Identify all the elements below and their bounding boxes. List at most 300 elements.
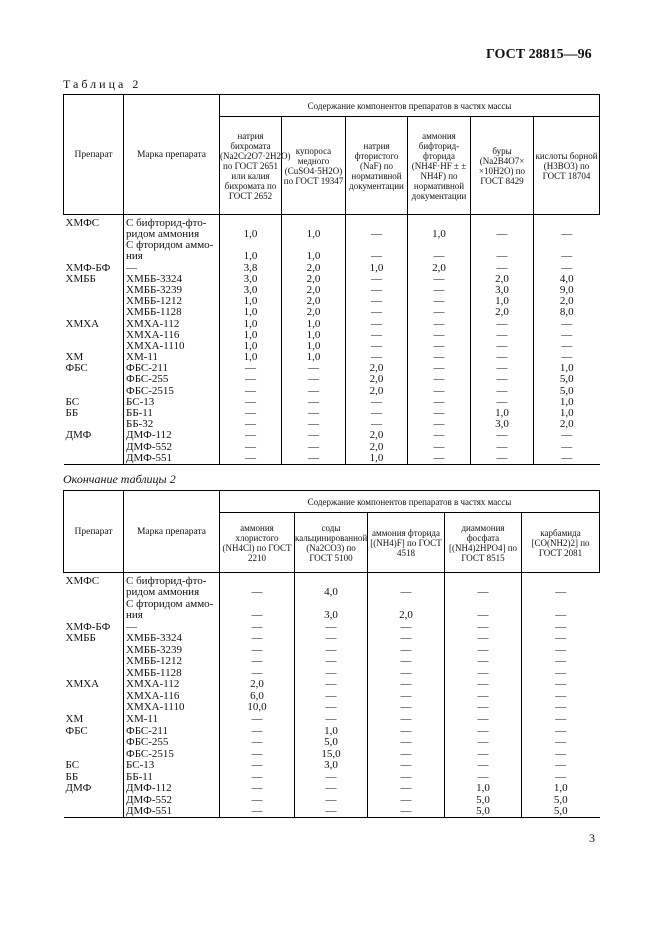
column-header-component: буры (Na2B4O7× ×10H2O) по ГОСТ 8429 [471,117,534,215]
row-marka: С бифторид-фто- [124,215,220,230]
row-value: 3,0 [471,419,534,430]
row-value: — [220,795,295,807]
column-header-marka: Марка препарата [124,95,220,215]
row-preparat: ХМХА [64,679,124,691]
row-value: — [555,736,567,749]
row-value: 5,0 [553,793,568,806]
row-value: — [471,352,534,363]
row-marka: ния [124,610,220,622]
row-value: 1,0 [282,341,346,352]
row-value: — [346,419,408,430]
row-value: — [555,632,567,645]
row-value: 1,0 [445,783,522,795]
row-value: — [471,251,534,262]
row-value: — [282,430,346,441]
row-value: — [346,330,408,341]
table-continuation-caption: Окончание таблицы 2 [63,472,176,486]
row-value: 8,0 [559,306,574,319]
row-value: — [282,408,346,419]
row-value: 1,0 [282,229,346,240]
row-value: — [368,668,445,680]
row-value: — [368,772,445,784]
row-marka: С бифторид-фто- [124,573,220,588]
row-value: 1,0 [220,307,282,318]
row-value: — [555,586,567,598]
table-row [64,610,600,622]
row-marka: ДМФ-551 [124,453,220,465]
row-value: — [471,397,534,408]
row-value: — [282,386,346,397]
row-preparat: ДМФ [64,430,124,441]
table-row [64,240,600,251]
row-value: — [408,274,471,285]
row-value: — [408,352,471,363]
row-value: — [471,319,534,330]
row-value: 1,0 [220,341,282,352]
row-value: — [368,737,445,749]
row-marka: ФБС-255 [124,374,220,385]
row-value: — [368,702,445,714]
column-header-component: купороса медного (CuSO4·5H2O) по ГОСТ 19347 [282,117,346,215]
row-value: — [346,408,408,419]
table-row [64,587,600,599]
row-value: — [295,795,368,807]
row-value: — [220,430,282,441]
row-value: 1,0 [346,453,408,465]
row-value: — [220,363,282,374]
row-value: 1,0 [553,782,568,795]
row-value: — [368,806,445,818]
row-value: — [445,610,522,622]
row-preparat [64,656,124,668]
row-value: 1,0 [220,319,282,330]
column-header-component: кислоты борной (H3BO3) по ГОСТ 18704 [534,117,600,215]
row-marka: ХМХА-1110 [124,702,220,714]
header-row-group [64,491,600,513]
row-value: 9,0 [559,283,574,296]
row-value [282,215,346,230]
row-value: — [346,341,408,352]
row-value: — [220,610,295,622]
column-header-component: диаммония фосфата [(NH4)2HPO4] по ГОСТ 8515 [445,513,522,573]
row-value: — [471,363,534,374]
row-value: — [555,620,567,633]
row-value: — [561,339,573,352]
row-value: — [445,714,522,726]
row-value: — [220,386,282,397]
column-header-marka: Марка препарата [124,491,220,573]
column-header-component: аммония хлористого (NH4Cl) по ГОСТ 2210 [220,513,295,573]
row-value: — [346,319,408,330]
document-code: ГОСТ 28815—96 [486,47,592,62]
row-value: — [220,633,295,645]
row-value: — [220,442,282,453]
row-value: — [408,453,471,465]
row-value: — [445,622,522,634]
row-value: 1,0 [282,352,346,363]
row-value [346,215,408,230]
row-value: — [561,328,573,341]
table-row [64,737,600,749]
row-value: 3,0 [295,760,368,772]
row-value: — [282,419,346,430]
column-header-component: аммония фторида [(NH4)F] по ГОСТ 4518 [368,513,445,573]
row-value: — [295,806,368,818]
row-value: 5,0 [559,373,574,386]
row-value: — [346,251,408,262]
row-value: — [445,737,522,749]
row-preparat: ХМФС [64,573,124,588]
row-preparat: ХМББ [64,633,124,645]
row-value: 3,8 [220,263,282,274]
row-value: — [368,633,445,645]
row-preparat [64,285,124,296]
row-preparat [64,610,124,622]
row-value: — [346,274,408,285]
row-preparat [64,599,124,611]
row-value: 3,0 [220,274,282,285]
row-value: — [408,442,471,453]
row-value: — [346,285,408,296]
row-preparat [64,587,124,599]
row-marka: ФБС-211 [124,726,220,738]
row-value: — [346,397,408,408]
row-value: — [368,749,445,761]
row-value: — [555,701,567,714]
row-marka: ХМББ-3239 [124,645,220,657]
row-value: — [220,737,295,749]
row-value: — [220,374,282,385]
row-value: 2,0 [282,274,346,285]
row-value: — [555,689,567,702]
row-value: 4,0 [295,587,368,599]
table-row [64,374,600,385]
row-value: 2,0 [408,263,471,274]
row-value: 2,0 [346,363,408,374]
row-value: — [220,714,295,726]
column-header-component: карбамида [CO(NH2)2] по ГОСТ 2081 [522,513,600,573]
row-preparat [64,240,124,251]
table-caption: Таблица 2 [63,77,142,91]
row-value: — [561,440,573,453]
row-value: 2,0 [282,263,346,274]
row-value: 2,0 [346,430,408,441]
row-marka: ридом аммония [124,587,220,599]
row-value: — [346,307,408,318]
row-marka: ДМФ-552 [124,795,220,807]
row-value: — [408,330,471,341]
row-value: — [220,760,295,772]
row-preparat: ХМ [64,352,124,363]
row-value: — [471,386,534,397]
row-value [471,215,534,230]
row-value: — [555,759,567,772]
row-value [522,573,600,588]
row-preparat: ББ [64,772,124,784]
row-preparat: ХМ [64,714,124,726]
row-value: — [368,645,445,657]
row-value: — [346,296,408,307]
column-group-header: Содержание компонентов препаратов в частях массы [220,95,600,117]
row-value: — [295,645,368,657]
row-value: — [555,609,567,622]
row-value: 1,0 [220,251,282,262]
row-value: — [408,319,471,330]
row-preparat: ФБС [64,726,124,738]
row-preparat: ДМФ [64,783,124,795]
row-value: — [561,429,573,442]
row-value [408,215,471,230]
column-header-component: натрия бихромата (Na2Cr2O7·2H2O) по ГОСТ 2651 или калия бихромата по ГОСТ 2652 [220,117,282,215]
row-value [534,215,600,230]
row-value: 5,0 [445,795,522,807]
row-marka: ХМХА-116 [124,330,220,341]
column-group-header: Содержание компонентов препаратов в частях массы [220,491,600,513]
row-value: — [555,747,567,760]
row-value: — [295,633,368,645]
column-header-preparat: Препарат [64,491,124,573]
row-marka: ДМФ-112 [124,430,220,441]
row-value: — [282,374,346,385]
row-value [220,215,282,230]
row-value: 1,0 [220,229,282,240]
row-marka: ББ-11 [124,408,220,419]
table-row [64,307,600,318]
row-value: — [220,587,295,599]
page-number: 3 [589,831,595,845]
row-marka: ХМББ-1212 [124,656,220,668]
row-preparat [64,296,124,307]
row-value: — [445,633,522,645]
table-row [64,319,600,330]
row-value: 5,0 [522,806,600,818]
row-value: — [220,622,295,634]
composition-table-end [63,490,600,818]
row-value: — [445,772,522,784]
row-preparat: ХМФС [64,215,124,230]
row-value: — [295,622,368,634]
table-row [64,573,600,588]
row-value: — [368,587,445,599]
row-preparat [64,806,124,818]
row-value: — [295,656,368,668]
row-value: — [220,772,295,784]
row-value: — [368,714,445,726]
row-value: — [445,691,522,703]
row-value: — [368,783,445,795]
row-value: — [220,408,282,419]
row-value: — [408,397,471,408]
row-marka: ФБС-255 [124,737,220,749]
row-preparat [64,691,124,703]
row-value: 5,0 [295,737,368,749]
row-value: — [408,408,471,419]
row-value: — [555,666,567,679]
row-value: — [220,726,295,738]
row-value: 1,0 [220,352,282,363]
row-marka: С фторидом аммо- [124,240,220,251]
row-marka: ридом аммония [124,229,220,240]
row-value: — [408,363,471,374]
row-preparat: ББ [64,408,124,419]
row-value: — [368,691,445,703]
row-value: — [408,307,471,318]
row-value: — [561,250,573,263]
row-value: — [555,678,567,691]
row-value: — [445,587,522,599]
row-value: — [561,351,573,364]
row-value: — [471,442,534,453]
row-marka: БС-13 [124,397,220,408]
table-row [64,251,600,262]
row-marka: ХМББ-1212 [124,296,220,307]
column-header-preparat: Препарат [64,95,124,215]
row-marka: — [124,622,220,634]
row-marka: ХМХА-112 [124,319,220,330]
row-value: — [408,296,471,307]
row-value: — [561,261,573,274]
row-marka: ФБС-2515 [124,386,220,397]
row-marka: ХМ-11 [124,714,220,726]
row-value: 2,0 [346,442,408,453]
row-marka: ББ-32 [124,419,220,430]
row-value: — [220,453,282,465]
row-value: — [471,330,534,341]
row-value: — [346,352,408,363]
row-value: — [368,795,445,807]
table-row [64,714,600,726]
row-value: 1,0 [559,407,574,419]
row-value: — [561,317,573,330]
row-value: — [555,655,567,668]
row-value: — [408,341,471,352]
row-preparat: ХМББ [64,274,124,285]
row-marka: ХМББ-3324 [124,633,220,645]
row-marka: С фторидом аммо- [124,599,220,611]
row-marka: ДМФ-551 [124,806,220,818]
row-value: — [445,749,522,761]
row-value: — [445,760,522,772]
row-preparat [64,737,124,749]
row-value: — [220,656,295,668]
row-value: — [471,263,534,274]
row-value: — [220,806,295,818]
row-value: — [408,374,471,385]
row-value: — [555,713,567,726]
row-value [368,573,445,588]
row-marka: ХМББ-3324 [124,274,220,285]
row-value: 5,0 [445,806,522,818]
column-header-component: соды кальцинированной (Na2CO3) по ГОСТ 5100 [295,513,368,573]
row-value: — [368,726,445,738]
row-value: 1,0 [220,330,282,341]
row-value [445,573,522,588]
row-marka: ДМФ-552 [124,442,220,453]
row-value: 2,0 [368,610,445,622]
row-value: 6,0 [220,691,295,703]
table-row [64,453,600,465]
row-marka: ФБС-211 [124,363,220,374]
row-preparat [64,251,124,262]
row-value: 1,0 [408,229,471,240]
row-value: 1,0 [295,726,368,738]
row-marka: ХМХА-112 [124,679,220,691]
row-value: 4,0 [559,272,574,285]
row-value: — [295,691,368,703]
row-preparat: ФБС [64,363,124,374]
row-value: — [445,656,522,668]
row-value: — [295,679,368,691]
row-value: 1,0 [282,251,346,262]
row-value: — [408,285,471,296]
row-value [220,573,295,588]
row-marka: ХМХА-116 [124,691,220,703]
row-value: — [282,453,346,465]
row-value: — [561,228,573,240]
row-value: — [220,668,295,680]
row-preparat [64,645,124,657]
row-value: 1,0 [346,263,408,274]
table-row [64,806,600,818]
row-value: 10,0 [220,702,295,714]
row-value: — [445,668,522,680]
row-marka: ББ-11 [124,772,220,784]
row-value: 3,0 [295,610,368,622]
row-value: 2,0 [559,295,574,308]
row-value: 1,0 [471,296,534,307]
row-value: 1,0 [471,408,534,419]
row-preparat: БС [64,397,124,408]
row-value: — [408,419,471,430]
row-value: — [471,430,534,441]
row-preparat [64,229,124,240]
row-value: 2,0 [282,307,346,318]
row-value: — [445,702,522,714]
row-value: 2,0 [282,285,346,296]
row-value: — [471,374,534,385]
row-preparat [64,307,124,318]
row-marka: ХМББ-3239 [124,285,220,296]
row-value: 1,0 [282,319,346,330]
row-value: — [368,679,445,691]
row-value: — [471,341,534,352]
row-value: — [534,453,600,465]
row-value: — [220,783,295,795]
row-value: 3,0 [220,285,282,296]
row-value: — [295,783,368,795]
row-value: — [295,772,368,784]
row-preparat [64,453,124,465]
row-preparat: БС [64,760,124,772]
row-value: — [220,749,295,761]
row-value: 2,0 [559,418,574,431]
row-value: — [445,679,522,691]
row-value: — [555,643,567,656]
row-preparat: ХМФ-БФ [64,622,124,634]
table-row [64,633,600,645]
row-marka: ХМХА-1110 [124,341,220,352]
row-value: — [408,386,471,397]
row-value: — [368,622,445,634]
row-value: 2,0 [471,307,534,318]
row-value: — [282,397,346,408]
row-preparat [64,374,124,385]
row-marka: ния [124,251,220,262]
row-preparat [64,442,124,453]
row-value: 3,0 [471,285,534,296]
row-value: — [555,724,567,737]
row-value: — [368,656,445,668]
